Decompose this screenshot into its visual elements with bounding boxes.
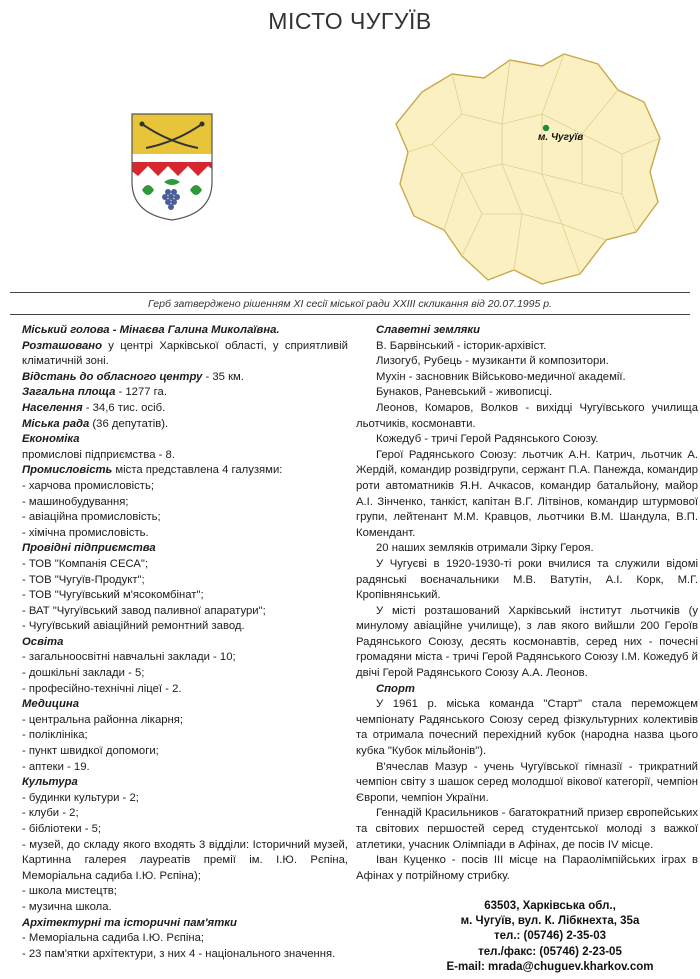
list-item: - клуби - 2; [22,807,79,820]
list-item: - школа мистецтв; [22,885,117,898]
medicine-heading: Медицина [22,698,80,711]
area-label: Загальна площа [22,386,116,399]
paragraph: 20 наших земляків отримали Зірку Героя. [376,542,594,555]
list-item: - Меморіальна садиба І.Ю. Рєпіна; [22,932,205,945]
paragraph: У Чугуєві в 1920-1930-ті роки вчилися та служили відомі радянські воєначальники М.В. Ватутін, А.І. Корк, М.Г. Кропівнянський. [356,557,698,602]
industry-line [22,463,348,479]
population-line [22,401,348,417]
list-item: - Чугуївський авіаційний ремонтний завод. [22,620,245,633]
paragraph: Герої Радянського Союзу: льотчик А.Н. Катрич, льотчик А. Жердій, командир розвідгрупи, сержант П.А. Панежда, командир роти автоматників Я.Н. Ачкасов, командир батальйону, майор А.І. Зінченко, танкіст, капітан В.Г. Літвінов, командир штурмової групи, лейтенант М.М. Кравцов, льотчики В.М. Шандула, В.П. Комендант. [356,448,698,539]
council-label: Міська рада [22,417,90,430]
council-line [22,417,348,433]
paragraph: Бунаков, Раневський - живописці. [376,386,553,399]
list-item: - ТОВ "Компанія СЕСА"; [22,557,149,570]
list-item: - пункт швидкої допомоги; [22,745,159,758]
paragraph: В'ячеслав Мазур - учень Чугуївської гімназії - трикратний чемпіон світу з шашок серед молодшої вікової категорії, чемпіон Європи, чемпіон України. [356,760,698,804]
paragraph: У 1961 р. міська команда "Старт" стала переможцем чемпіонату Радянського Союзу серед фізкультурних колективів та отримала почесний перехідний кубок (народна назва цього кубка "Кубок мільйонів"). [356,698,698,758]
distance-text: - 35 км. [202,370,244,383]
paragraph: Кожедуб - тричі Герой Радянського Союзу. [376,433,599,446]
mayor-line: Міський голова - Мінаєва Галина Миколаївна. [22,324,280,336]
enterprises-heading: Провідні підприємства [22,542,156,555]
list-item: - авіаційна промисловість; [22,511,161,524]
list-item: - поліклініка; [22,729,88,742]
distance-line [22,370,348,386]
left-column [22,323,348,962]
list-item: - музей, до складу якого входять 3 відділи: Історичний музей, Картинна галерея лауреатів премії ім. І.Ю. Рєпіна, Меморіальна садиба І.Ю. Рєпіна); [22,838,348,882]
kharkiv-oblast-map [392,44,664,288]
contact-email[interactable]: E-mail: mrada@chuguev.kharkov.com [446,960,654,973]
contact-street: м. Чугуїв, вул. К. Лібкнехта, 35а [460,915,640,928]
paragraph: Мухін - засновник Військово-медичної академії. [376,370,626,383]
location-text: у центрі Харківської області, у сприятливій кліматичній зоні. [22,339,348,368]
sport-heading: Спорт [376,682,415,695]
monuments-heading: Архітектурні та історичні пам'ятки [22,916,237,929]
paragraph: Іван Куценко - посів III місце на Параолімпійських іграх в Афінах у потрійному стрибку. [356,854,698,882]
contact-phone: тел.: (05746) 2-35-03 [493,930,607,943]
council-text: (36 депутатів). [89,417,169,430]
contact-postcode: 63503, Харківська обл., [484,900,616,912]
list-item: промислові підприємства - 8. [22,448,175,461]
list-item: - бібліотеки - 5; [22,823,102,835]
population-label: Населення [22,401,83,414]
list-item: - центральна районна лікарня; [22,713,184,726]
education-heading: Освіта [22,635,64,648]
population-text: - 34,6 тис. осіб. [82,401,166,414]
coat-of-arms-emblem [128,110,216,222]
list-item: - будинки культури - 2; [22,791,139,804]
list-item: - дошкільні заклади - 5; [22,667,145,680]
contact-block [420,899,680,975]
page-title: МІСТО ЧУГУЇВ [268,8,432,34]
paragraph: Лизогуб, Рубець - музиканти й композитори. [376,355,609,368]
paragraph: В. Барвінський - історик-архівіст. [376,339,547,352]
list-item: - машинобудування; [22,495,129,508]
list-item: - аптеки - 19. [22,760,90,773]
list-item: - музична школа. [22,900,112,913]
emblem-caption: Герб затверджено рішенням XI сесії міської ради XXIII скликання від 20.07.1995 р. [148,298,552,310]
distance-label: Відстань до обласного центру [22,370,203,383]
divider-top [10,292,690,293]
list-item: - харчова промисловість; [22,479,154,492]
industry-text: міста представлена 4 галузями: [112,464,283,477]
area-text: - 1277 га. [115,386,167,399]
area-line [22,385,348,401]
list-item: - хімічна промисловість. [22,526,149,539]
location-line [22,339,348,370]
right-column [356,323,698,884]
paragraph: Леонов, Комаров, Волков - вихідці Чугуївського училища льотчиків, космонавти. [356,401,698,430]
divider-bottom [10,314,690,315]
industry-label: Промисловість [22,464,113,477]
list-item: - ВАТ "Чугуївський завод паливної апаратури"; [22,604,266,617]
paragraph: Геннадій Красильников - багатократний призер європейських та світових першостей серед студентської молоді з важкої атлетики, учасник Олімпіади в Афінах, де посів IV місце. [356,807,698,851]
location-label: Розташовано [22,339,103,352]
list-item: - загальноосвітні навчальні заклади - 10; [22,651,236,664]
list-item: - ТОВ "Чугуїв-Продукт"; [22,573,145,586]
city-marker-icon [543,125,549,131]
map-city-label: м. Чугуїв [538,132,584,143]
list-item: - ТОВ "Чугуївський м'ясокомбінат"; [22,589,204,602]
list-item: - 23 пам'ятки архітектури, з них 4 - національного значення. [22,947,336,960]
famous-heading: Славетні земляки [376,324,480,336]
list-item: - професійно-технічні ліцеї - 2. [22,682,182,695]
paragraph: У місті розташований Харківський інститут льотчиків (у минулому авіаційне училище), з лав якого вийшли 200 Героїв Радянського Союзу, десять космонавтів, серед них - почесні громадяни міста - тричі Герой Радянського Союзу І.М. Кожедуб й двічі Герой Радянського Союзу А.А. Леонов. [356,604,698,680]
contact-fax: тел./факс: (05746) 2-23-05 [478,945,622,958]
economy-heading: Економіка [22,433,80,446]
culture-heading: Культура [22,776,78,789]
